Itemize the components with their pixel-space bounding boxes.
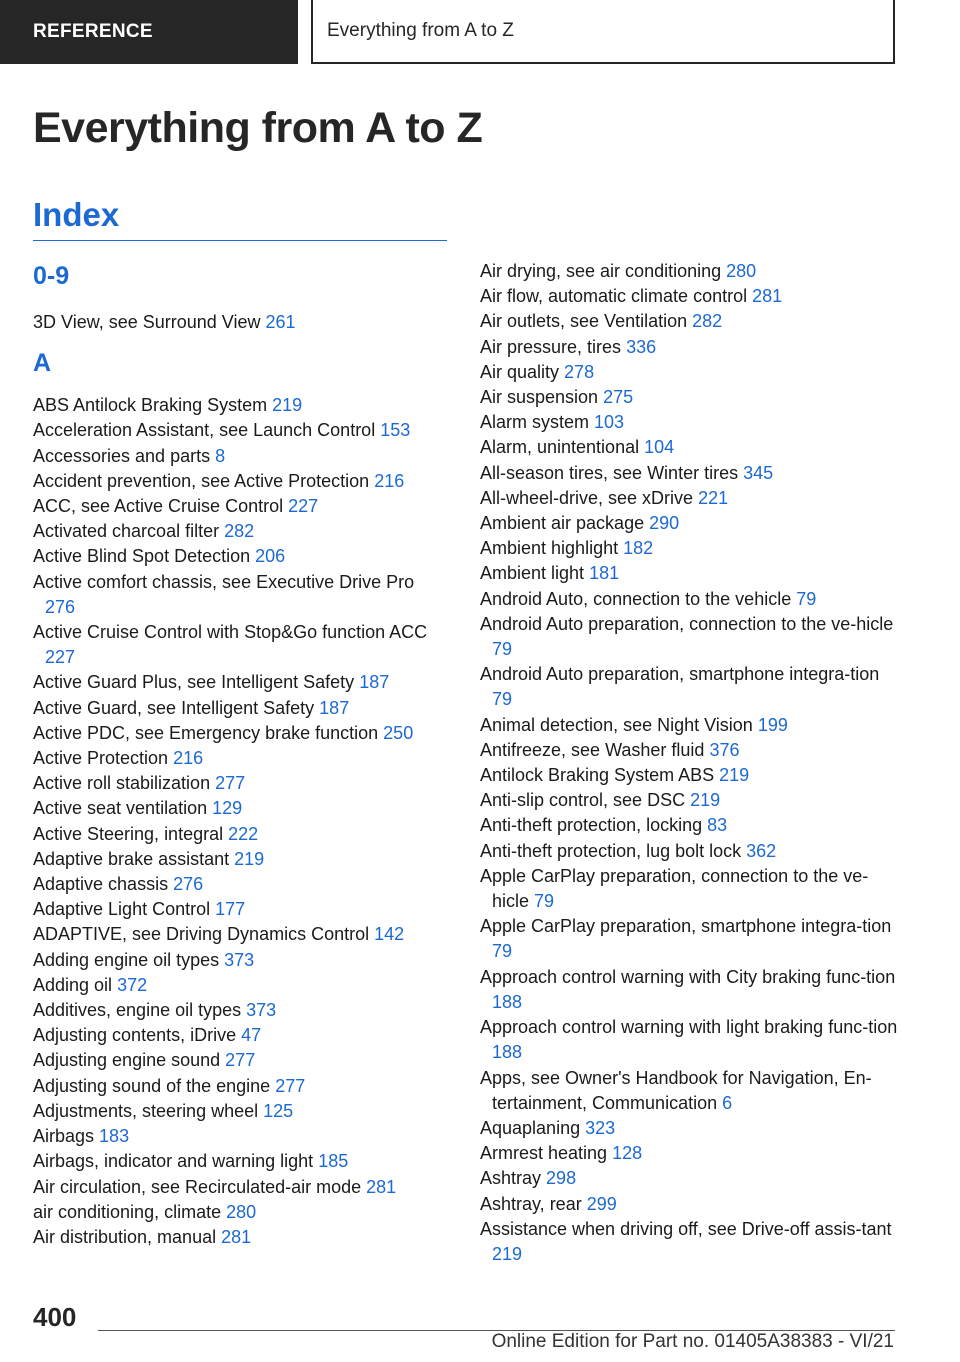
index-entry-text: Anti-slip control, see DSC xyxy=(480,790,686,811)
index-entry-text: Adaptive Light Control xyxy=(33,899,211,920)
index-entry xyxy=(480,486,900,511)
index-entry-page-link[interactable]: 79 xyxy=(492,941,513,962)
index-entry xyxy=(480,385,900,410)
index-entry-page-link[interactable]: 206 xyxy=(255,546,286,567)
index-entry-text: Air distribution, manual xyxy=(33,1226,217,1247)
index-entry-text: Active Steering, integral xyxy=(33,823,224,844)
index-entry-text: Adding oil xyxy=(33,974,113,995)
index-entry xyxy=(480,335,900,360)
index-entry-text: Air suspension xyxy=(480,387,599,408)
index-entry xyxy=(33,922,448,947)
index-entry-page-link[interactable]: 216 xyxy=(173,748,204,769)
index-entry-page-link[interactable]: 362 xyxy=(746,840,777,861)
index-entry-text: Alarm, unintentional xyxy=(480,437,640,458)
index-entry-page-link[interactable]: 222 xyxy=(228,823,259,844)
index-entry-text: Active roll stabilization xyxy=(33,773,211,794)
index-entry-page-link[interactable]: 281 xyxy=(221,1226,252,1247)
index-entry-page-link[interactable]: 221 xyxy=(698,487,729,508)
index-entry-page-link[interactable]: 277 xyxy=(225,1050,256,1071)
index-entry-text: Apple CarPlay preparation, smartphone integra-tion xyxy=(480,916,892,937)
index-entry xyxy=(33,1099,448,1124)
index-entry-page-link[interactable]: 182 xyxy=(623,538,654,559)
index-entry xyxy=(480,788,900,813)
index-entry-page-link[interactable]: 345 xyxy=(743,462,774,483)
index-entry xyxy=(480,839,900,864)
index-entry xyxy=(33,1023,448,1048)
index-entry xyxy=(33,1124,448,1149)
header-chapter-label: Everything from A to Z xyxy=(327,20,514,41)
index-entry-page-link[interactable]: 299 xyxy=(586,1193,617,1214)
index-entry xyxy=(33,494,448,519)
index-entry-text: Apps, see Owner's Handbook for Navigation, En-tertainment, Communication xyxy=(480,1067,872,1113)
index-entry-text: Android Auto preparation, smartphone integra-tion xyxy=(480,664,880,685)
index-entry-text: Active seat ventilation xyxy=(33,798,208,819)
index-section-heading: 0-9 xyxy=(33,262,70,290)
index-entry xyxy=(33,771,448,796)
page-number: 400 xyxy=(33,1302,77,1332)
index-entry-page-link[interactable]: 372 xyxy=(117,974,148,995)
index-entry-text: Active comfort chassis, see Executive Drive Pro xyxy=(33,571,415,592)
index-entry-page-link[interactable]: 290 xyxy=(649,513,680,534)
index-entry xyxy=(33,721,448,746)
index-entry xyxy=(33,444,448,469)
index-entry xyxy=(480,511,900,536)
index-entry xyxy=(480,1217,900,1267)
index-entry xyxy=(33,393,448,418)
index-entry xyxy=(480,561,900,586)
index-entry xyxy=(480,763,900,788)
index-entry-page-link[interactable]: 261 xyxy=(265,312,296,332)
index-entry xyxy=(480,461,900,486)
index-entry-page-link[interactable]: 103 xyxy=(594,412,625,433)
index-entry xyxy=(480,1166,900,1191)
index-entry-text: Adjustments, steering wheel xyxy=(33,1100,259,1121)
index-entry-text: Anti-theft protection, locking xyxy=(480,815,703,836)
index-entry-text: ACC, see Active Cruise Control xyxy=(33,496,284,517)
index-entry-page-link[interactable]: 336 xyxy=(626,336,657,357)
index-entry-text: All-season tires, see Winter tires xyxy=(480,462,739,483)
index-entry xyxy=(33,696,448,721)
index-entry-text: Apple CarPlay preparation, connection to the ve-hicle xyxy=(480,865,869,912)
index-entry xyxy=(33,1175,448,1200)
index-entry-text: Android Auto, connection to the vehicle xyxy=(480,588,792,609)
index-entry-text: Adding engine oil types xyxy=(33,949,220,970)
index-entry-page-link[interactable]: 277 xyxy=(275,1075,306,1096)
index-entry-text: Air quality xyxy=(480,361,560,382)
index-entry xyxy=(480,536,900,561)
index-entry-text: All-wheel-drive, see xDrive xyxy=(480,487,694,508)
header-section-label: REFERENCE xyxy=(33,21,153,42)
index-entry xyxy=(33,544,448,569)
index-entry-page-link[interactable]: 79 xyxy=(492,689,513,710)
index-entry xyxy=(480,1141,900,1166)
index-entry-page-link[interactable]: 216 xyxy=(374,470,405,491)
index-entry-text: Air flow, automatic climate control xyxy=(480,286,748,307)
index-entry-text: Airbags xyxy=(33,1126,95,1147)
index-entry-page-link[interactable]: 219 xyxy=(234,848,265,869)
index-entry xyxy=(33,948,448,973)
index-entry-page-link[interactable]: 280 xyxy=(726,261,757,281)
index-entry-page-link[interactable]: 83 xyxy=(707,815,728,836)
index-entry xyxy=(33,998,448,1023)
index-entry-text: Antifreeze, see Washer fluid xyxy=(480,739,705,760)
index-entry xyxy=(33,469,448,494)
index-entry xyxy=(480,284,900,309)
index-entry-page-link[interactable]: 79 xyxy=(796,588,817,609)
index-entry-page-link[interactable]: 276 xyxy=(45,596,76,617)
index-entry-text: Air pressure, tires xyxy=(480,336,622,357)
index-entry xyxy=(480,1015,900,1065)
index-entry-page-link[interactable]: 282 xyxy=(692,311,723,332)
index-entry-text: Activated charcoal filter xyxy=(33,521,220,542)
index-entry-text: Additives, engine oil types xyxy=(33,1000,242,1021)
index-entry-text: Adaptive brake assistant xyxy=(33,848,230,869)
index-entry-text: Active PDC, see Emergency brake function xyxy=(33,722,379,743)
index-entry-text: Airbags, indicator and warning light xyxy=(33,1151,314,1172)
index-entry-page-link[interactable]: 187 xyxy=(319,697,350,718)
header-section-tab xyxy=(0,0,298,64)
index-entry-page-link[interactable]: 79 xyxy=(492,639,513,660)
index-column-left xyxy=(33,258,448,1250)
index-entry xyxy=(33,1074,448,1099)
index-entry-text: Active Guard Plus, see Intelligent Safety xyxy=(33,672,355,693)
index-entry xyxy=(33,847,448,872)
index-entry-page-link[interactable]: 185 xyxy=(318,1151,349,1172)
index-entry xyxy=(480,1192,900,1217)
index-entry-page-link[interactable]: 129 xyxy=(212,798,243,819)
index-entry-text: Ambient air package xyxy=(480,513,645,534)
index-entry xyxy=(480,435,900,460)
index-entry xyxy=(33,670,448,695)
index-entry xyxy=(33,897,448,922)
index-entry-page-link[interactable]: 183 xyxy=(99,1126,130,1147)
index-entry-text: Active Protection xyxy=(33,748,169,769)
footer-edition: Online Edition for Part no. 01405A38383 - VI/21 xyxy=(491,1331,894,1352)
index-entry-page-link[interactable]: 373 xyxy=(224,949,255,970)
index-entry xyxy=(480,965,900,1015)
index-entry-page-link[interactable]: 281 xyxy=(752,286,783,307)
index-entry-page-link[interactable]: 199 xyxy=(757,714,788,735)
index-entry xyxy=(480,259,900,284)
index-entry xyxy=(33,1048,448,1073)
index-entry-page-link[interactable]: 373 xyxy=(246,1000,277,1021)
index-entry-text: Air circulation, see Recirculated-air mode xyxy=(33,1176,362,1197)
index-entry-text: Antilock Braking System ABS xyxy=(480,765,715,786)
index-entry-text: ADAPTIVE, see Driving Dynamics Control xyxy=(33,924,370,945)
index-entry-text: Ashtray xyxy=(480,1168,542,1189)
index-entry-page-link[interactable]: 227 xyxy=(45,647,76,668)
index-entry-text: Approach control warning with City braking func-tion xyxy=(480,966,896,987)
index-entry xyxy=(480,612,900,662)
index-entry xyxy=(33,310,448,335)
index-entry xyxy=(33,822,448,847)
index-entry-page-link[interactable]: 275 xyxy=(603,387,634,408)
index-entry-text: Armrest heating xyxy=(480,1143,608,1164)
index-entry-page-link[interactable]: 142 xyxy=(374,924,405,945)
index-entry-text: Approach control warning with light braking func-tion xyxy=(480,1017,898,1038)
index-entry-text: Aquaplaning xyxy=(480,1117,581,1138)
index-entry-page-link[interactable]: 276 xyxy=(173,874,204,895)
index-entry-text: Anti-theft protection, lug bolt lock xyxy=(480,840,742,861)
index-entry-text: Acceleration Assistant, see Launch Control xyxy=(33,420,376,441)
header-chapter-tab xyxy=(311,0,895,64)
index-entry xyxy=(33,1225,448,1250)
index-entry-page-link[interactable]: 187 xyxy=(359,672,390,693)
index-entry xyxy=(480,309,900,334)
index-entry xyxy=(33,620,448,670)
index-entry-page-link[interactable]: 219 xyxy=(272,395,303,416)
index-entry-text: 3D View, see Surround View xyxy=(33,312,261,332)
index-entry-page-link[interactable]: 250 xyxy=(383,722,414,743)
index-entry-text: Ashtray, rear xyxy=(480,1193,582,1214)
index-entry-text: air conditioning, climate xyxy=(33,1201,222,1222)
index-entry xyxy=(480,738,900,763)
index-entry-text: Assistance when driving off, see Drive-off assis-tant xyxy=(480,1218,892,1239)
index-entry-page-link[interactable]: 177 xyxy=(215,899,246,920)
index-entry-text: Active Blind Spot Detection xyxy=(33,546,251,567)
index-entry-text: Animal detection, see Night Vision xyxy=(480,714,753,735)
index-column-right xyxy=(480,259,900,1267)
index-entry xyxy=(33,1149,448,1174)
index-entry-page-link[interactable]: 8 xyxy=(215,445,226,466)
index-section-heading: A xyxy=(33,349,52,378)
index-entry-text: Accessories and parts xyxy=(33,445,211,466)
index-title-rule xyxy=(33,240,447,241)
index-entry-page-link[interactable]: 181 xyxy=(589,563,620,584)
index-entry-text: Ambient highlight xyxy=(480,538,619,559)
index-entry-page-link[interactable]: 280 xyxy=(226,1201,257,1222)
index-entry-page-link[interactable]: 6 xyxy=(722,1092,733,1113)
index-entry-page-link[interactable]: 79 xyxy=(534,891,555,912)
index-entry-text: Alarm system xyxy=(480,412,590,433)
index-entry-text: Adjusting sound of the engine xyxy=(33,1075,271,1096)
index-entry-page-link[interactable]: 104 xyxy=(644,437,675,458)
index-entry-text: Air outlets, see Ventilation xyxy=(480,311,688,332)
index-entry xyxy=(480,662,900,712)
index-entry-page-link[interactable]: 376 xyxy=(709,739,740,760)
index-entry-text: Android Auto preparation, connection to the ve-hicle xyxy=(480,613,894,634)
index-entry xyxy=(33,418,448,443)
index-entry xyxy=(33,570,448,620)
index-entry-page-link[interactable]: 323 xyxy=(585,1117,616,1138)
index-entry xyxy=(480,864,900,914)
index-entry xyxy=(33,519,448,544)
index-entry-page-link[interactable]: 277 xyxy=(215,773,246,794)
index-entry-text: Active Guard, see Intelligent Safety xyxy=(33,697,315,718)
index-entry-text: Adjusting engine sound xyxy=(33,1050,221,1071)
index-entry-page-link[interactable]: 219 xyxy=(492,1243,523,1264)
index-entry-text: Active Cruise Control with Stop&Go function ACC xyxy=(33,622,428,643)
index-entry-page-link[interactable]: 281 xyxy=(366,1176,397,1197)
index-entry-page-link[interactable]: 298 xyxy=(546,1168,577,1189)
index-entry-page-link[interactable]: 219 xyxy=(690,790,721,811)
index-entry xyxy=(33,973,448,998)
index-entry xyxy=(33,796,448,821)
index-entry xyxy=(480,410,900,435)
index-entry xyxy=(33,872,448,897)
index-entry xyxy=(480,713,900,738)
index-entry-text: Adaptive chassis xyxy=(33,874,169,895)
index-entry-text: ABS Antilock Braking System xyxy=(33,395,268,416)
index-entry xyxy=(480,360,900,385)
index-title: Index xyxy=(33,196,120,233)
index-entry xyxy=(480,587,900,612)
index-entry-page-link[interactable]: 128 xyxy=(612,1143,643,1164)
index-entry-text: Ambient light xyxy=(480,563,585,584)
index-entry-text: Air drying, see air conditioning xyxy=(480,261,722,281)
index-entry-text: Adjusting contents, iDrive xyxy=(33,1025,237,1046)
index-entry-page-link[interactable]: 227 xyxy=(288,496,319,517)
index-entry-page-link[interactable]: 188 xyxy=(492,1042,523,1063)
index-entry xyxy=(33,746,448,771)
index-entry-text: Accident prevention, see Active Protection xyxy=(33,470,370,491)
page-title: Everything from A to Z xyxy=(33,104,483,152)
index-entry-page-link[interactable]: 153 xyxy=(380,420,411,441)
index-entry-page-link[interactable]: 219 xyxy=(719,765,750,786)
index-entry-page-link[interactable]: 188 xyxy=(492,991,523,1012)
index-entry xyxy=(480,914,900,964)
index-entry xyxy=(33,1200,448,1225)
index-entry-page-link[interactable]: 278 xyxy=(564,361,595,382)
index-entry-page-link[interactable]: 125 xyxy=(263,1100,294,1121)
index-entry-page-link[interactable]: 282 xyxy=(224,521,255,542)
index-entry xyxy=(480,1066,900,1116)
index-entry xyxy=(480,1116,900,1141)
index-entry xyxy=(480,813,900,838)
index-entry-page-link[interactable]: 47 xyxy=(241,1025,262,1046)
